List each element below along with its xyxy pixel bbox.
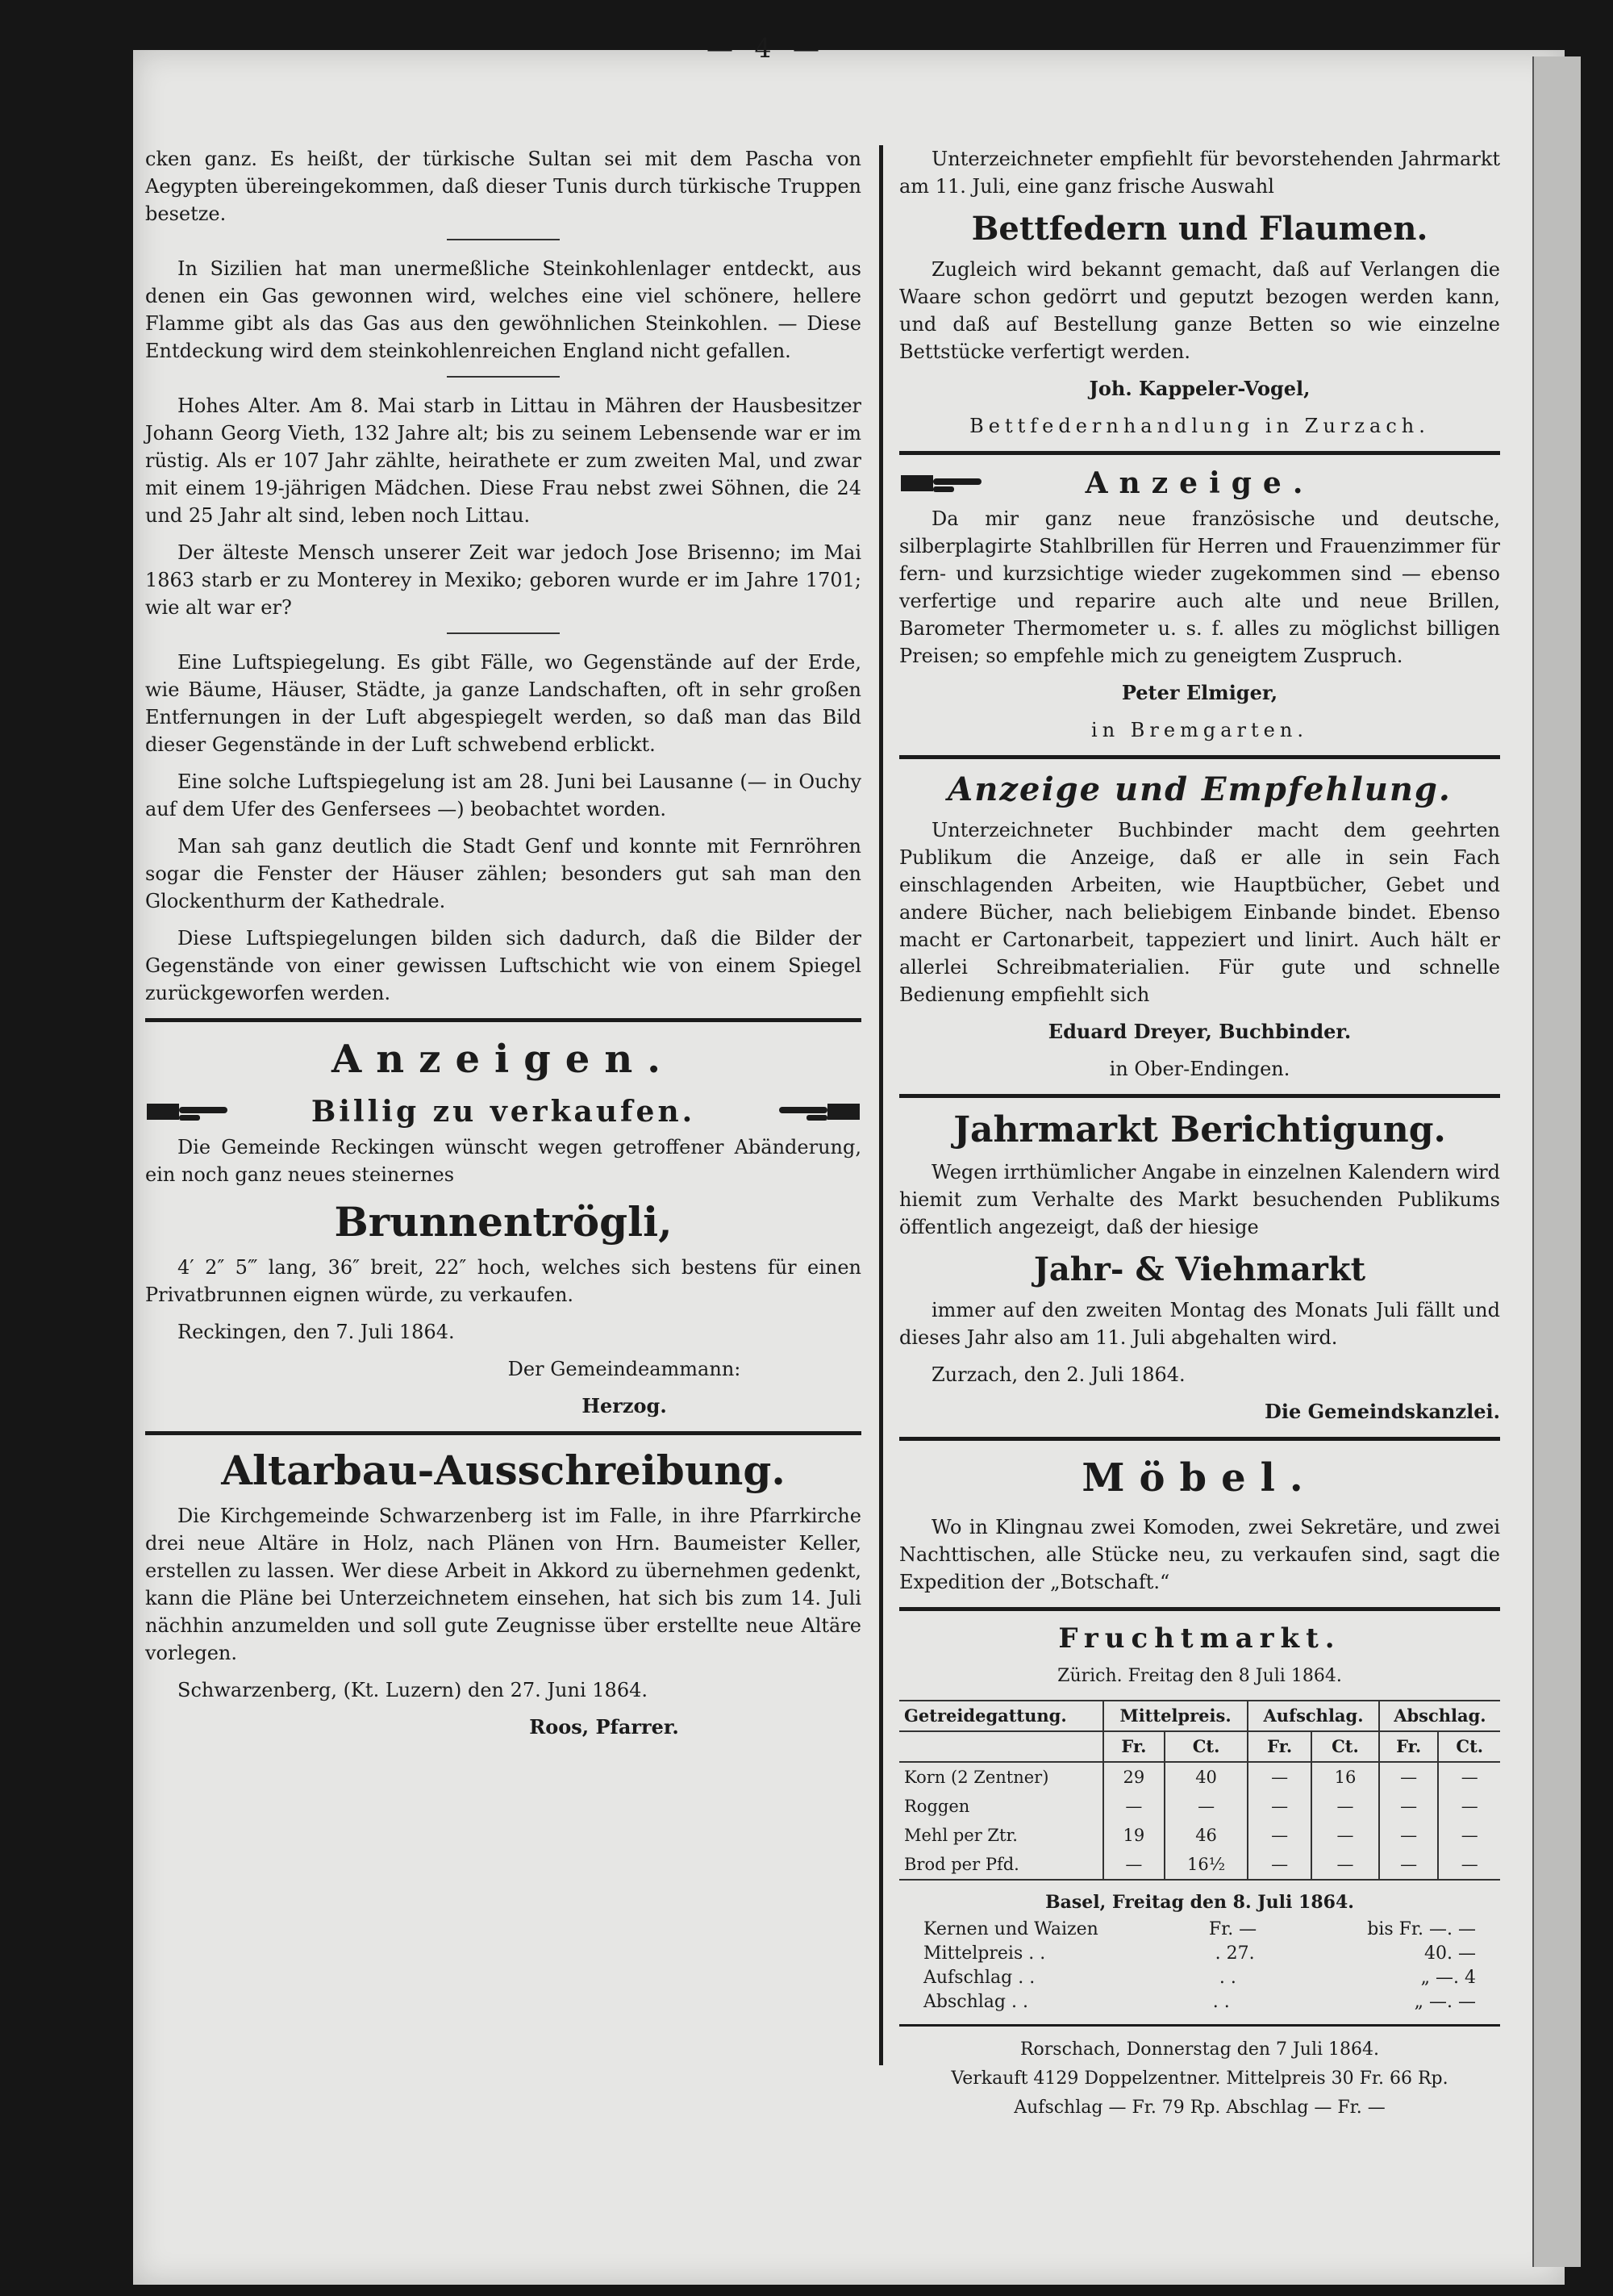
ad-signature: Die Gemeindskanzlei. — [1265, 1400, 1500, 1423]
market-row — [899, 1990, 1500, 2014]
market-value: „ —. 4 — [1420, 1968, 1476, 1988]
ad-title-row — [899, 466, 1500, 500]
news-paragraph: cken ganz. Es heißt, der türkische Sultan sei mit dem Pascha von Aegypten übereingekommen, daß dieser Tunis durch türkische Truppen besetze. — [145, 148, 861, 225]
table-header: Getreidegattung. — [899, 1701, 1103, 1731]
ad-title: Jahrmarkt Berichtigung. — [953, 1109, 1446, 1150]
ad-text: Da mir ganz neue französische und deutsche, silberplagirte Stahlbrillen für Herren und Frauenzimmer für fern- und kurzsichtige wieder zugekommen sind — ebenso verfertige und reparire auch alte und neue Brillen, Barometer Thermometer u. s. f. alles zu möglichst billigen Preisen; so empfehle mich zu geneigtem Zuspruch. — [899, 507, 1500, 667]
separator — [447, 632, 560, 634]
table-cell: — — [1248, 1762, 1311, 1792]
market-table — [899, 1700, 1500, 1881]
table-cell: — — [1103, 1792, 1165, 1821]
market-row — [899, 1942, 1500, 1966]
table-cell: 16½ — [1165, 1850, 1248, 1880]
ad-text: Wo in Klingnau zwei Komoden, zwei Sekretäre, und zwei Nachttischen, alle Stücke neu, zu verkaufen sind, sagt die Expedition der „Botschaft.“ — [899, 1516, 1500, 1593]
table-cell: — — [1248, 1821, 1311, 1850]
table-cell: Brod per Pfd. — [899, 1850, 1103, 1880]
table-cell: 29 — [1103, 1762, 1165, 1792]
section-rule — [899, 1437, 1500, 1441]
ad-text: Unterzeichneter Buchbinder macht dem geehrten Publikum die Anzeige, daß er alle in sein Fach einschlagenden Arbeiten, wie Hauptbücher, Gebet und andere Bücher, nach beliebigem Einbande bindet. Ebenso macht er Cartonarbeit, tappeziert und linirt. Auch hält er allerlei Schreibmaterialien. Für gute und schnelle Bedienung empfiehlt sich — [899, 819, 1500, 1006]
table-cell: — — [1438, 1821, 1500, 1850]
section-rule — [145, 1431, 861, 1435]
right-column — [899, 69, 1500, 2131]
section-rule — [899, 755, 1500, 759]
table-cell: — — [1311, 1850, 1379, 1880]
news-paragraph: In Sizilien hat man unermeßliche Steinkohlenlager entdeckt, aus denen ein Gas gewonnen wird, welches eine viel schönere, hellere Flamme gibt als das Gas aus den gewöhnlichen Steinkohlen. — Diese Entdeckung wird dem steinkohlenreichen England nicht gefallen. — [145, 257, 861, 362]
market-date-line: Basel, Freitag den 8. Juli 1864. — [1045, 1892, 1354, 1913]
market-value: . 27. — [1215, 1943, 1255, 1964]
ad-signature: in Bremgarten. — [1091, 719, 1308, 741]
section-rule — [899, 451, 1500, 455]
table-cell: — — [1248, 1792, 1311, 1821]
market-date-line: Rorschach, Donnerstag den 7 Juli 1864. — [1019, 2039, 1380, 2060]
market-value: 40. — — [1424, 1943, 1476, 1964]
news-paragraph: Eine solche Luftspiegelung ist am 28. Juni bei Lausanne (— in Ouchy auf dem Ufer des Genfersees —) beobachtet worden. — [145, 770, 861, 820]
table-header: Aufschlag. — [1248, 1701, 1379, 1731]
table-cell: — — [1379, 1762, 1439, 1792]
ads-heading: Anzeigen. — [331, 1037, 675, 1082]
table-row — [899, 1762, 1500, 1792]
table-cell: 16 — [1311, 1762, 1379, 1792]
ad-signature: Herzog. — [581, 1394, 667, 1417]
table-cell: 19 — [1103, 1821, 1165, 1850]
news-paragraph: Eine Luftspiegelung. Es gibt Fälle, wo Gegenstände auf der Erde, wie Bäume, Häuser, Städte, ja ganze Landschaften, oft in sehr großen Entfernungen in der Luft abgespiegelt werden, so daß man das Bild dieser Gegenstände in der Luft schwebend erblickt. — [145, 651, 861, 756]
ad-text: Zugleich wird bekannt gemacht, daß auf Verlangen die Waare schon gedörrt und geputzt bezogen werden kann, und daß auf Bestellung ganze Betten so wie einzelne Bettstücke verfertigt werden. — [899, 258, 1500, 363]
market-value: „ —. — — [1414, 1992, 1476, 2012]
table-row — [899, 1821, 1500, 1850]
market-value: Fr. — — [1208, 1919, 1257, 1939]
news-paragraph: Hohes Alter. Am 8. Mai starb in Littau in Mähren der Hausbesitzer Johann Georg Vieth, 132 Jahre alt; bis zu seinem Lebensende war er im rüstig. Als er 107 Jahr zählte, heirathete er zum zweiten Mal, und zwar mit einem 19-jährigen Mädchen. Diese Frau nebst zwei Söhnen, die 24 und 25 Jahr alt sind, leben noch Littau. — [145, 394, 861, 527]
ad-title: Altarbau-Ausschreibung. — [221, 1446, 786, 1494]
market-title: Fruchtmarkt. — [1058, 1622, 1341, 1655]
ad-date: Schwarzenberg, (Kt. Luzern) den 27. Juni 1864. — [177, 1679, 648, 1701]
table-header: Abschlag. — [1379, 1701, 1500, 1731]
news-paragraph: Diese Luftspiegelungen bilden sich dadurch, daß die Bilder der Gegenstände von einer gewissen Luftschicht wie von einem Spiegel zurückgeworfen werden. — [145, 927, 861, 1004]
market-date-line: Zürich. Freitag den 8 Juli 1864. — [1057, 1666, 1342, 1686]
ad-signature: Bettfedernhandlung in Zurzach. — [969, 415, 1430, 437]
market-value: . . — [1219, 1968, 1236, 1988]
table-row — [899, 1792, 1500, 1821]
table-subheader: Fr. — [1379, 1731, 1439, 1762]
table-cell: — — [1379, 1792, 1439, 1821]
news-paragraph: Der älteste Mensch unserer Zeit war jedoch Jose Brisenno; im Mai 1863 starb er zu Monterey in Mexiko; geboren wurde er im Jahre 1701; wie alt war er? — [145, 541, 861, 619]
ad-text: Unterzeichneter empfiehlt für bevorstehenden Jahrmarkt am 11. Juli, eine ganz frische Auswahl — [899, 148, 1500, 198]
table-subheader: Fr. — [1248, 1731, 1311, 1762]
table-row — [899, 1850, 1500, 1880]
market-rule — [899, 2024, 1500, 2027]
market-text: Aufschlag — Fr. 79 Rp. Abschlag — Fr. — — [1014, 2098, 1386, 2118]
column-divider — [879, 145, 883, 2065]
ad-text: Die Gemeinde Reckingen wünscht wegen getroffener Abänderung, ein noch ganz neues steinernes — [145, 1136, 861, 1186]
page-number: — 4 — — [706, 32, 826, 64]
news-paragraph: Man sah ganz deutlich die Stadt Genf und konnte mit Fernröhren sogar die Fenster der Häuser zählen; besonders gut sah man den Glockenthurm der Kathedrale. — [145, 835, 861, 912]
pointing-hand-icon — [145, 1096, 234, 1128]
ad-signature: Eduard Dreyer, Buchbinder. — [1048, 1020, 1352, 1043]
ad-title-row — [145, 1095, 861, 1129]
ad-text: Die Kirchgemeinde Schwarzenberg ist im Falle, in ihre Pfarrkirche drei neue Altäre in Holz, nach Plänen von Hrn. Baumeister Keller, erstellen zu lassen. Wer diese Arbeit in Akkord zu übernehmen gedenkt, kann die Pläne bei Unterzeichnetem einsehen, hat sich bis zum 14. Juli nächhin anzumelden und soll gute Zeugnisse über erstellte neue Altäre vorlegen. — [145, 1505, 861, 1664]
ad-signature: Roos, Pfarrer. — [529, 1715, 679, 1739]
left-column — [145, 69, 861, 1751]
market-label: Kernen und Waizen — [923, 1919, 1098, 1939]
ad-title: Möbel. — [1082, 1455, 1318, 1501]
market-label: Abschlag . . — [923, 1992, 1028, 2012]
table-header: Mittelpreis. — [1103, 1701, 1248, 1731]
market-row — [899, 1966, 1500, 1990]
table-cell: — — [1379, 1821, 1439, 1850]
table-cell: — — [1438, 1850, 1500, 1880]
table-cell: Mehl per Ztr. — [904, 1826, 1018, 1845]
ad-title: Anzeige und Empfehlung. — [948, 770, 1452, 808]
ad-title: Billig zu verkaufen. — [311, 1095, 696, 1129]
section-rule — [899, 1607, 1500, 1611]
ad-headline: Brunnentrögli, — [334, 1198, 673, 1246]
table-subheader: Fr. — [1103, 1731, 1165, 1762]
ad-signature: in Ober-Endingen. — [1109, 1058, 1290, 1080]
table-cell: Roggen — [904, 1797, 970, 1816]
ad-title: Bettfedern und Flaumen. — [971, 210, 1428, 248]
table-subheader — [899, 1731, 1103, 1762]
table-cell: — — [1248, 1850, 1311, 1880]
ad-signature: Peter Elmiger, — [1121, 681, 1278, 704]
ad-signature: Joh. Kappeler-Vogel, — [1089, 377, 1311, 400]
ad-date: Zurzach, den 2. Juli 1864. — [932, 1363, 1186, 1386]
ad-signature: Der Gemeindeammann: — [507, 1358, 741, 1380]
ad-text: immer auf den zweiten Montag des Monats Juli fällt und dieses Jahr also am 11. Juli abgehalten wird. — [899, 1299, 1500, 1349]
ad-headline: Jahr- & Viehmarkt — [1033, 1250, 1366, 1288]
market-label: Mittelpreis . . — [923, 1943, 1046, 1964]
pointing-hand-icon — [899, 467, 988, 499]
table-cell: — — [1103, 1850, 1165, 1880]
table-cell: — — [1438, 1792, 1500, 1821]
page-edge — [1532, 56, 1581, 2267]
table-subheader: Ct. — [1165, 1731, 1248, 1762]
table-cell: — — [1165, 1792, 1248, 1821]
ad-title: Anzeige. — [1085, 466, 1315, 500]
market-value: . . — [1212, 1992, 1230, 2012]
table-cell: — — [1311, 1821, 1379, 1850]
table-cell: 40 — [1165, 1762, 1248, 1792]
ad-date: Reckingen, den 7. Juli 1864. — [177, 1321, 455, 1343]
table-cell: — — [1311, 1792, 1379, 1821]
section-rule — [145, 1018, 861, 1022]
ad-text: 4′ 2″ 5‴ lang, 36″ breit, 22″ hoch, welches sich bestens für einen Privatbrunnen eignen würde, zu verkaufen. — [145, 1256, 861, 1306]
table-subheader: Ct. — [1311, 1731, 1379, 1762]
section-rule — [899, 1094, 1500, 1098]
market-text: Verkauft 4129 Doppelzentner. Mittelpreis 30 Fr. 66 Rp. — [951, 2068, 1448, 2089]
table-cell: Korn (2 Zentner) — [904, 1768, 1049, 1787]
table-cell: — — [1438, 1762, 1500, 1792]
ad-text: Wegen irrthümlicher Angabe in einzelnen Kalendern wird hiemit zum Verhalte des Markt besuchenden Publikums öffentlich angezeigt, daß der hiesige — [899, 1161, 1500, 1238]
market-value: bis Fr. —. — — [1367, 1919, 1476, 1939]
separator — [447, 376, 560, 378]
table-subheader: Ct. — [1438, 1731, 1500, 1762]
separator — [447, 239, 560, 240]
market-row — [899, 1918, 1500, 1942]
market-label: Aufschlag . . — [923, 1968, 1036, 1988]
table-cell: 46 — [1165, 1821, 1248, 1850]
table-cell: — — [1379, 1850, 1439, 1880]
pointing-hand-icon — [773, 1096, 861, 1128]
